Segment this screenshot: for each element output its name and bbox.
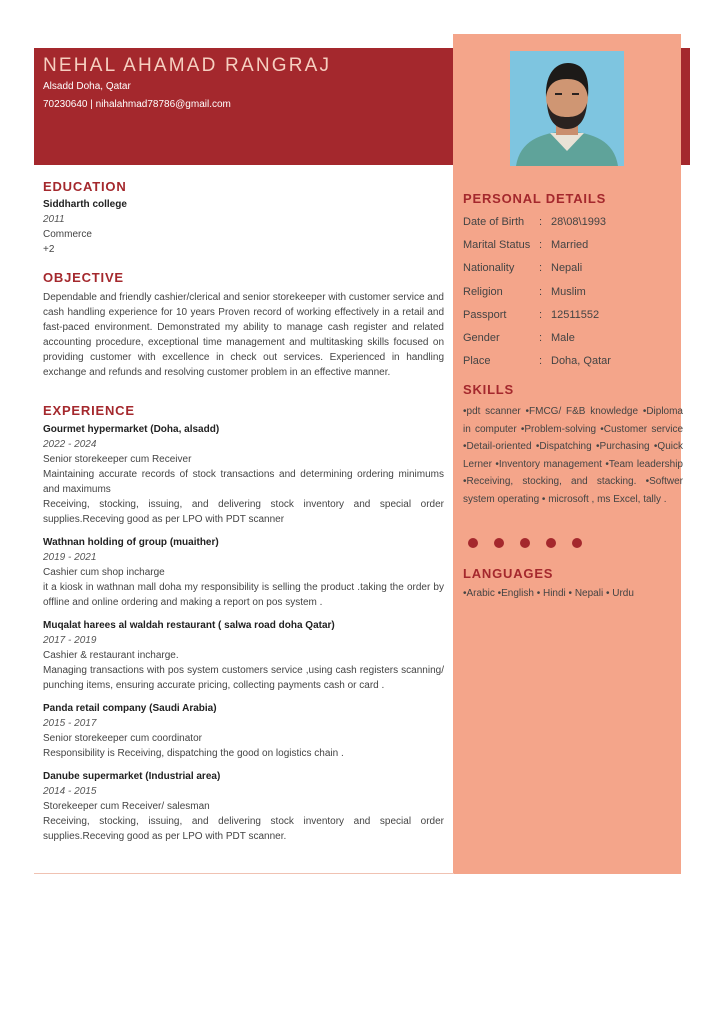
bottom-divider [34, 873, 454, 874]
candidate-name: NEHAL AHAMAD RANGRAJ [43, 55, 332, 76]
profile-photo [510, 51, 624, 166]
detail-colon: : [539, 215, 543, 228]
detail-colon: : [539, 308, 543, 321]
detail-value: Doha, Qatar [551, 355, 611, 368]
objective-section [43, 270, 444, 380]
job-entry [43, 769, 444, 844]
job-dates: 2014 - 2015 [43, 786, 97, 797]
detail-label: Religion [463, 285, 503, 298]
dot-icon [572, 538, 582, 548]
job-role: Cashier & restaurant incharge. [43, 650, 179, 661]
detail-value: Male [551, 332, 575, 345]
objective-title: OBJECTIVE [43, 270, 124, 285]
detail-row [463, 257, 683, 280]
personal-details-section [463, 191, 683, 373]
detail-label: Nationality [463, 262, 515, 275]
job-dates: 2019 - 2021 [43, 552, 97, 563]
detail-label: Date of Birth [463, 215, 525, 228]
job-company: Wathnan holding of group (muaither) [43, 537, 219, 548]
languages-list: •Arabic •English • Hindi • Nepali • Urdu [463, 588, 634, 599]
languages-section [463, 566, 683, 599]
job-dates: 2022 - 2024 [43, 439, 97, 450]
detail-value: Muslim [551, 285, 586, 298]
detail-colon: : [539, 355, 543, 368]
job-dates: 2015 - 2017 [43, 718, 97, 729]
detail-value: 12511552 [551, 308, 600, 321]
detail-row [463, 233, 683, 256]
education-level: +2 [43, 244, 55, 255]
experience-title: EXPERIENCE [43, 403, 135, 418]
education-section [43, 179, 444, 257]
detail-value: Married [551, 238, 589, 251]
dot-icon [520, 538, 530, 548]
job-company: Panda retail company (Saudi Arabia) [43, 703, 217, 714]
job-description: Responsibility is Receiving, dispatching the good on logistics chain . [43, 748, 344, 759]
job-role: Senior storekeeper cum coordinator [43, 733, 202, 744]
education-field: Commerce [43, 229, 92, 240]
job-description: it a kiosk in wathnan mall doha my responsibility is selling the product .taking the order by offline and online ordering and making a report on pos system . [43, 582, 444, 608]
skills-section [463, 382, 683, 508]
address: Alsadd Doha, Qatar [43, 81, 131, 92]
job-entry [43, 618, 444, 693]
detail-label: Gender [463, 332, 500, 345]
detail-row [463, 350, 683, 373]
job-entry [43, 422, 444, 527]
detail-row [463, 303, 683, 326]
dot-icon [468, 538, 478, 548]
detail-label: Place [463, 355, 491, 368]
detail-value: 28\08\1993 [551, 215, 607, 228]
job-description: Managing transactions with pos system customers service ,using cash registers scanning/ punching items, ensuring accurate pricing, collecting payments cash or card . [43, 665, 444, 691]
languages-title: LANGUAGES [463, 566, 554, 581]
detail-row [463, 210, 683, 233]
detail-value: Nepali [551, 262, 583, 275]
job-company: Muqalat harees al waldah restaurant ( salwa road doha Qatar) [43, 620, 335, 631]
detail-colon: : [539, 285, 543, 298]
detail-label: Marital Status [463, 238, 531, 251]
detail-colon: : [539, 332, 543, 345]
job-description: Receiving, stocking, issuing, and delivering stock inventory and special order supplies.Receving good as per LPO with PDT scanner [43, 499, 444, 525]
objective-text: Dependable and friendly cashier/clerical and senior storekeeper with customer service and cash handling experience for 10 years Proven record of working effectively in a retail and fast-paced environment. Demonstrated my ability to manage cash register and related accounting procedure, exceptional time management and multitasking skills focused on providing customer with excellence in check out services. Experienced in handling exchange and refunds and resolving customer problem in an effective manner. [43, 292, 444, 378]
job-company: Danube supermarket (Industrial area) [43, 771, 221, 782]
detail-colon: : [539, 238, 543, 251]
personal-details-title: PERSONAL DETAILS [463, 191, 607, 206]
job-description: Receiving, stocking, issuing, and delivering stock inventory and special order supplies.Receving good as per LPO with PDT scanner. [43, 816, 444, 842]
portrait-icon [510, 51, 624, 166]
job-role: Storekeeper cum Receiver/ salesman [43, 801, 210, 812]
job-role: Senior storekeeper cum Receiver [43, 454, 192, 465]
job-company: Gourmet hypermarket (Doha, alsadd) [43, 424, 220, 435]
job-role: Cashier cum shop incharge [43, 567, 165, 578]
skill-rating-dots [468, 538, 582, 548]
education-title: EDUCATION [43, 179, 127, 194]
education-year: 2011 [43, 214, 65, 225]
school-name: Siddharth college [43, 199, 127, 210]
detail-colon: : [539, 262, 543, 275]
detail-label: Passport [463, 308, 507, 321]
contact-line: 70230640 | nihalahmad78786@gmail.com [43, 99, 231, 110]
skills-title: SKILLS [463, 382, 515, 397]
detail-row [463, 280, 683, 303]
dot-icon [546, 538, 556, 548]
job-entry [43, 535, 444, 610]
job-entry [43, 701, 444, 761]
dot-icon [494, 538, 504, 548]
detail-row [463, 326, 683, 349]
job-description: Maintaining accurate records of stock transactions and determining ordering minimums and maximums [43, 469, 444, 495]
job-dates: 2017 - 2019 [43, 635, 97, 646]
experience-section [43, 403, 444, 852]
skills-list: •pdt scanner •FMCG/ F&B knowledge •Diploma in computer •Problem-solving •Customer service •Detail-oriented •Dispatching •Purchasing •Quick Lerner •Inventory management •Team leadership •Receiving, stocking, and stacking. •Softwer system operating • microsoft , ms Excel, tally . [463, 406, 683, 505]
